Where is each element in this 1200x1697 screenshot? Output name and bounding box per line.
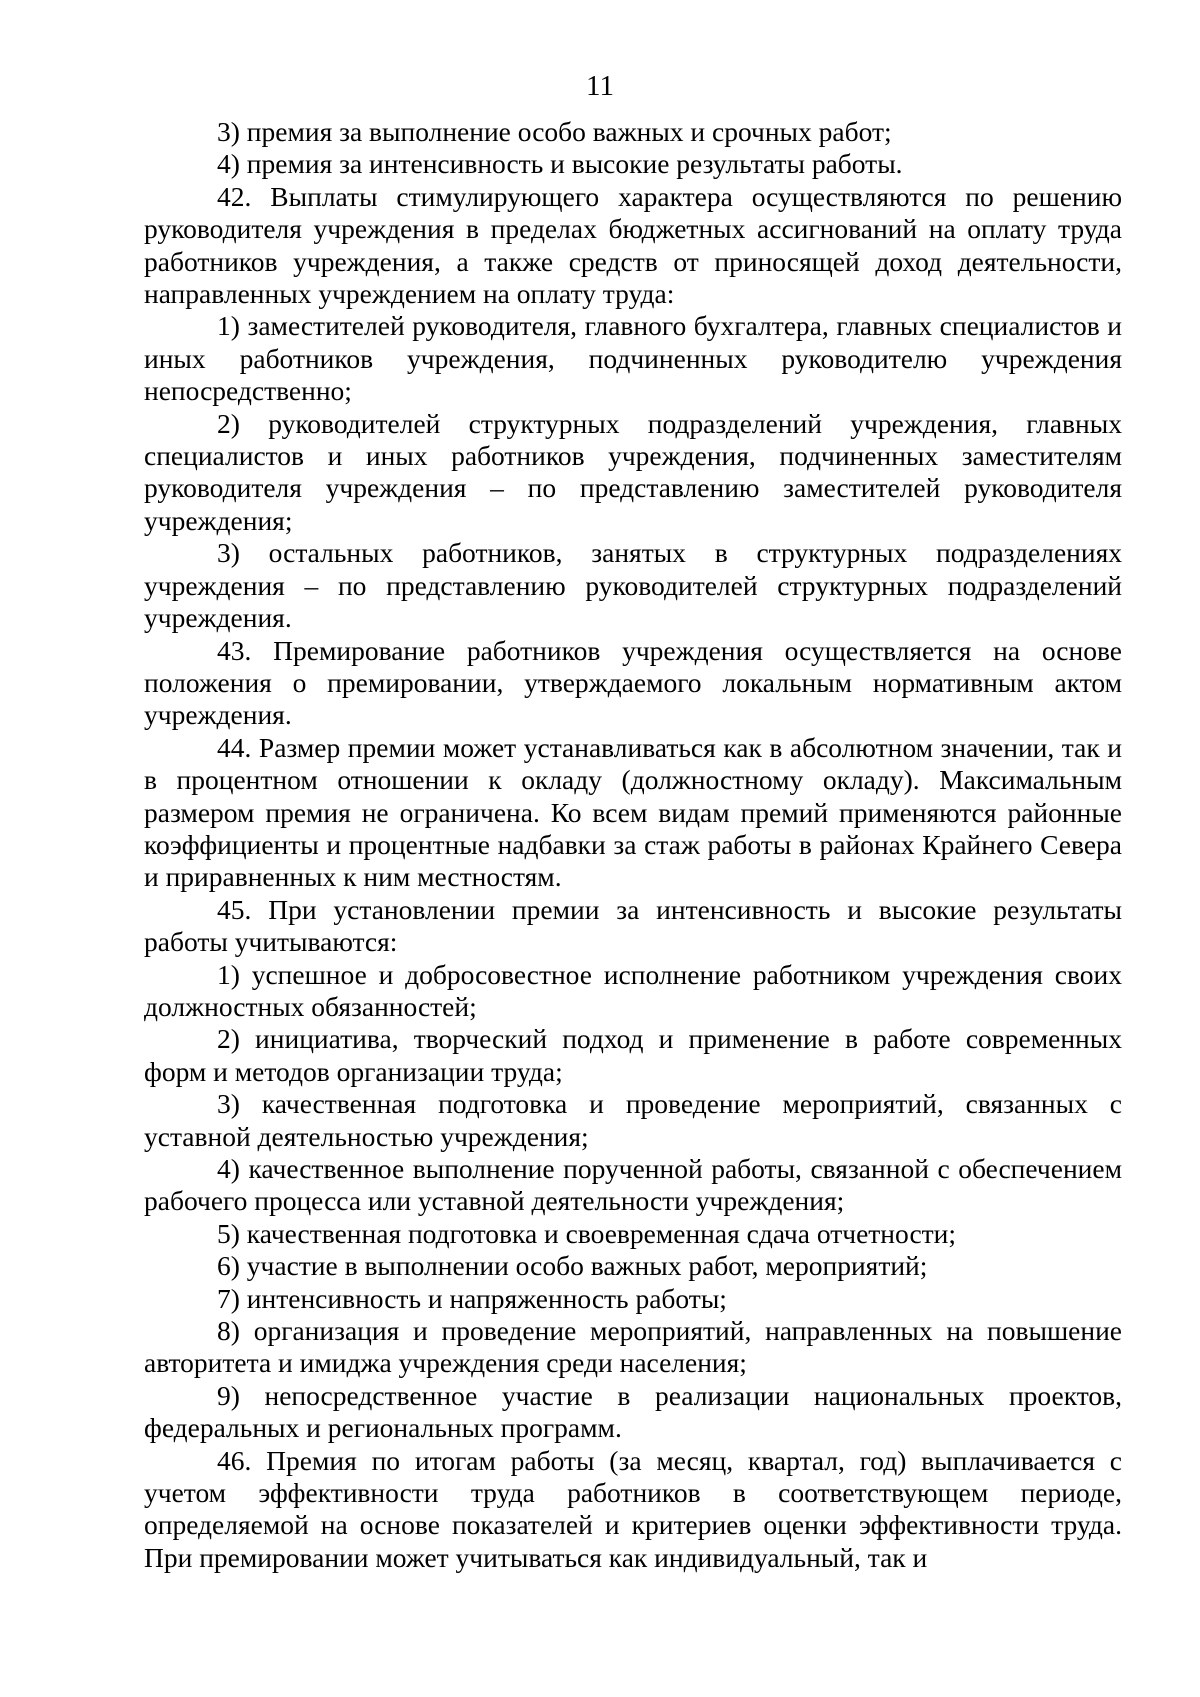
clause-43-bonus-regulation: 43. Премирование работников учреждения осуществляется на основе положения о премировании, утверждаемого локальным нормативным актом учреждения.	[144, 634, 1122, 731]
clause-44-bonus-size: 44. Размер премии может устанавливаться как в абсолютном значении, так и в процентном отношении к окладу (должностному окладу). Максимальным размером премия не ограничена. Ко всем видам премий применяются районные коэффициенты и процентные надбавки за стаж работы в районах Крайнего Севера и приравненных к ним местностям.	[144, 731, 1122, 893]
clause-45-item-4: 4) качественное выполнение порученной работы, связанной с обеспечением рабочего процесса или уставной деятельности учреждения;	[144, 1153, 1122, 1217]
clause-42-item-2: 2) руководителей структурных подразделений учреждения, главных специалистов и иных работников учреждения, подчиненных заместителям руководителя учреждения – по представлению заместителей руководителя учреждения;	[144, 407, 1122, 536]
clause-42-item-3: 3) остальных работников, занятых в структурных подразделениях учреждения – по представлению руководителей структурных подразделений учреждения.	[144, 537, 1122, 634]
clause-45-item-6: 6) участие в выполнении особо важных работ, мероприятий;	[217, 1250, 928, 1282]
list-item-premium-urgent-work: 3) премия за выполнение особо важных и срочных работ;	[217, 116, 892, 147]
clause-45-item-3: 3) качественная подготовка и проведение мероприятий, связанных с уставной деятельностью учреждения;	[144, 1088, 1122, 1152]
clause-45-item-7: 7) интенсивность и напряженность работы;	[217, 1282, 727, 1314]
clause-45-item-5: 5) качественная подготовка и своевременная сдача отчетности;	[217, 1217, 957, 1249]
list-item-premium-intensity: 4) премия за интенсивность и высокие результаты работы.	[217, 148, 903, 180]
clause-45-item-9: 9) непосредственное участие в реализации национальных проектов, федеральных и региональных программ.	[144, 1379, 1122, 1444]
clause-45-item-1: 1) успешное и добросовестное исполнение работником учреждения своих должностных обязанностей;	[144, 958, 1122, 1022]
clause-42-incentive-payments: 42. Выплаты стимулирующего характера осуществляются по решению руководителя учреждения в пределах бюджетных ассигнований на оплату труда работников учреждения, а также средств от приносящей доход деятельности, направленных учреждением на оплату труда:	[144, 180, 1122, 310]
clause-46-performance-bonus: 46. Премия по итогам работы (за месяц, квартал, год) выплачивается с учетом эффективности труда работников в соответствующем периоде, определяемой на основе показателей и критериев оценки эффективности труда. При премировании может учитываться как индивидуальный, так и	[144, 1444, 1122, 1573]
clause-45-item-2: 2) инициатива, творческий подход и применение в работе современных форм и методов организации труда;	[144, 1023, 1122, 1087]
document-body	[144, 116, 1122, 1574]
clause-45-criteria-intro: 45. При установлении премии за интенсивность и высокие результаты работы учитываются:	[144, 893, 1122, 958]
page-number: 11	[586, 70, 614, 102]
clause-45-item-8: 8) организация и проведение мероприятий, направленных на повышение авторитета и имиджа учреждения среди населения;	[144, 1315, 1122, 1379]
clause-42-item-1: 1) заместителей руководителя, главного бухгалтера, главных специалистов и иных работников учреждения, подчиненных руководителю учреждения непосредственно;	[144, 310, 1122, 407]
